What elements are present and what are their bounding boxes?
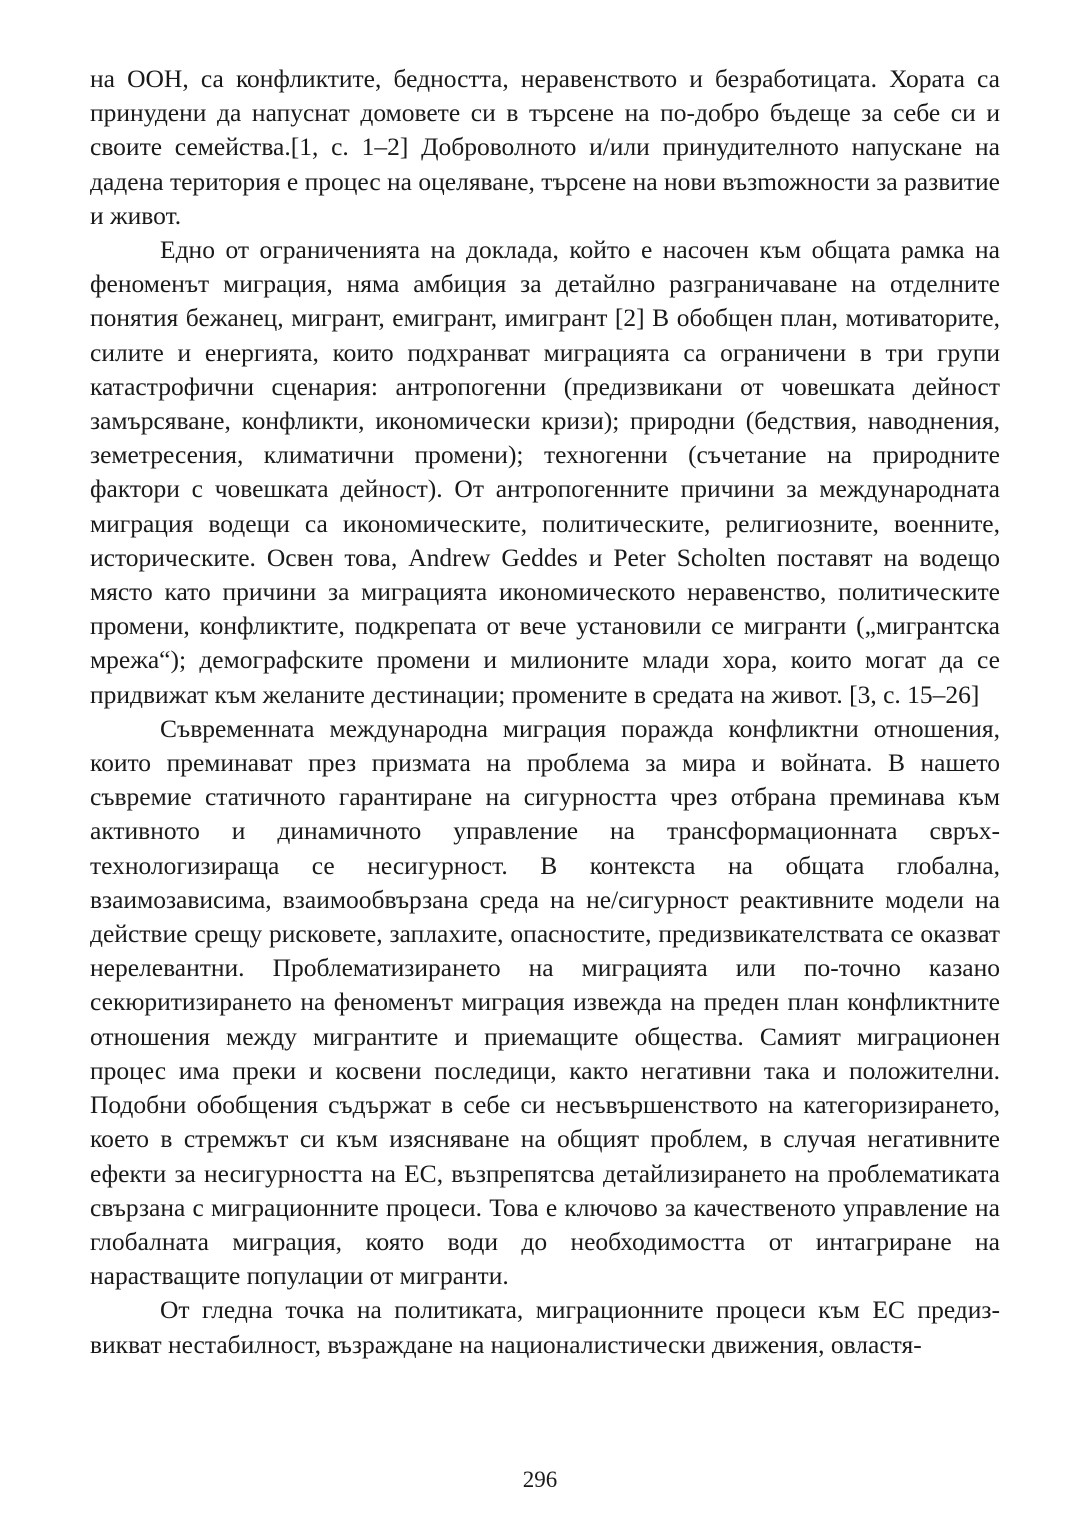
paragraph-2: Едно от ограниченията на доклада, който е насочен към общата рамка на феноменът миграция, няма амбиция за детайлно разграничаване на отделните понятия бежанец, мигрант, емигрант, имигрант [2] В обобщен план, мотиваторите, силите и енергията, които подхранват миграцията са ограничени в три групи катастрофични сценария: антропогенни (предизвикани от човешката дейност замърсяване, конфликти, икономически кризи); природни (бедствия, наводнения, земетресения, климатични промени); техногенни (съчетание на природните фактори с човешката дейност). От антропогенните причини за международната миграция водещи са икономическите, политическите, религиозните, военните, историческите. Освен това, Andrew Geddes и Peter Scholten поставят на водещо място като причини за миграцията икономическото неравенство, политическите промени, конфликтите, подкрепата от вече установили се мигранти („мигрантска мрежа“); демографските промени и милионите млади хора, които могат да се придвижат към желаните дестинации; промените в средата на живот. [3, с. 15–26] xyxy=(90,235,1000,709)
paragraph-1: на ООН, са конфликтите, бедността, неравенството и безработицата. Хората са принудени да напуснат домовете си в търсене на по-добро бъдеще за себе си и своите семейства.[1, с. 1–2] Доброволното и/или принудителното напускане на дадена територия е процес на оцеляване, търсене на нови възmожности за развитие и живот. xyxy=(90,64,1000,230)
page-number: 296 xyxy=(522,1467,558,1492)
paragraph-3: Съвременната международна миграция поражда конфликтни отношения, които преминават през призмата на проблема за мира и войната. В нашето съвремие статичното гарантиране на сигурността чрез отбрана преминава към активното и динамичното управление на трансформационната свръх-технологизираща се несигурност. В контекста на общата глобална, взаимозависима, взаимообвързана среда на не/сигурност реактивните модели на действие срещу рисковете, заплахите, опасностите, предизвикателствата се оказват нерелевантни. Проблематизирането на миграцията или по-точно казано секюритизирането на феноменът миграция извежда на преден план конфликтните отношения между мигрантите и приемащите общества. Самият миграционен процес има преки и косвени последици, както негативни така и положителни. Подобни обобщения съдържат в себе си несъвършенството на категоризирането, което в стремжът си към изясняване на общият проблем, в случая негативните ефекти за несигурността на ЕС, възпрепятсва детайлизирането на проблематиката свързана с миграционните процеси. Това е ключово за качественото управление на глобалната миграция, която води до необходимостта от интагриране на нарастващите популации от мигранти. xyxy=(90,713,1000,1291)
page-body xyxy=(90,62,1000,1362)
paragraph-4: От гледна точка на политиката, миграционните процеси към ЕС предизвикват нестабилност, възраждане на националистически движения, овластя- xyxy=(90,1295,1000,1359)
